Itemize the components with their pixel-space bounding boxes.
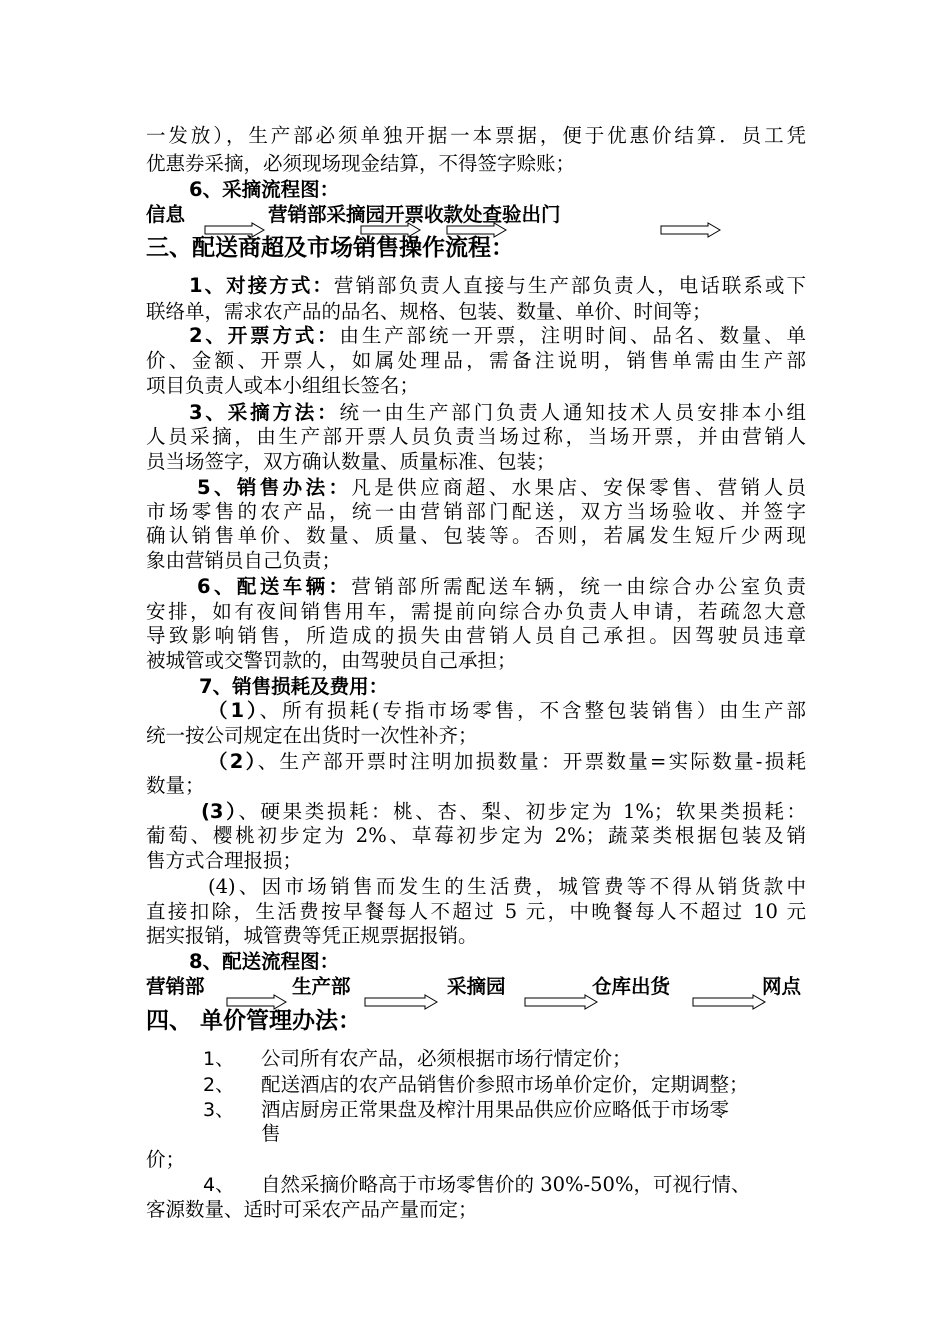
item-label: （1）: [208, 699, 260, 722]
section-6-title: 6、采摘流程图：: [189, 178, 340, 201]
flow1-steps: 营销部采摘园开票收款处查验出门: [268, 203, 561, 226]
list-text: 价；: [146, 1148, 186, 1171]
para-text: 、所有损耗(专指市场零售，不含整包装销售）由生产部: [259, 699, 807, 722]
section-8-title: 8、配送流程图：: [189, 950, 340, 973]
flow2-node: 仓库出货: [592, 975, 671, 998]
list-text: 酒店厨房正常果盘及榨汁用果品供应价应略低于市场零: [261, 1098, 730, 1121]
para-line: 直接扣除，生活费按早餐每人不超过 5 元，中晚餐每人不超过 10 元: [146, 900, 806, 923]
item-label: (3）: [201, 800, 239, 823]
para-text: 统一由生产部门负责人通知技术人员安排本小组: [339, 401, 806, 424]
list-number: 4、: [203, 1174, 235, 1196]
arrow-right-icon: [364, 994, 439, 1010]
para-line: [208, 750, 806, 774]
para-line: [197, 476, 806, 500]
para-text: 由生产部统一开票，注明时间、品名、数量、单: [339, 324, 806, 347]
section-heading-4: 四、 单价管理办法：: [146, 1008, 362, 1034]
list-text: 客源数量、适时可采农产品产量而定；: [146, 1198, 478, 1221]
para-line: 确认销售单价、数量、质量、包装等。否则，若属发生短斤少两现: [146, 524, 806, 547]
para-text: 、硬果类损耗：桃、杏、梨、初步定为 1%；软果类损耗：: [238, 800, 806, 823]
para-label: 6、配送车辆：: [197, 575, 352, 598]
para-line: 象由营销员自己负责；: [146, 549, 342, 572]
para-label: 3、采摘方法：: [189, 401, 340, 424]
para-line: 项目负责人或本小组组长签名；: [146, 374, 420, 397]
para-line: 价、金额、开票人，如属处理品，需备注说明，销售单需由生产部: [146, 349, 806, 372]
para-line: 据实报销，城管费等凭正规票据报销。: [146, 924, 478, 947]
section-heading-3: 三、配送商超及市场销售操作流程：: [146, 235, 514, 261]
para-text: 凡是供应商超、水果店、安保零售、营销人员: [351, 476, 806, 499]
list-number: 2、: [203, 1074, 235, 1096]
para-line: [197, 575, 806, 599]
para-line: 售方式合理报损；: [146, 849, 303, 872]
section-7-title: 7、销售损耗及费用：: [199, 675, 389, 698]
para-line: 统一按公司规定在出货时一次性补齐；: [146, 724, 478, 747]
para-text: 营销部所需配送车辆，统一由综合办公室负责: [351, 575, 806, 598]
para-line: 市场零售的农产品，统一由营销部门配送，双方当场验收、并签字: [146, 500, 806, 523]
para-line: (4)、因市场销售而发生的生活费，城管费等不得从销货款中: [208, 875, 806, 898]
para-line: [189, 274, 806, 298]
para-line: [201, 800, 806, 824]
para-line: 人员采摘，由生产部开票人员负责当场过称，当场开票，并由营销人: [146, 425, 806, 448]
para-line: 联络单，需求农产品的品名、规格、包装、数量、单价、时间等；: [146, 300, 712, 323]
flow2-node: 采摘园: [447, 975, 506, 998]
para-label: 1、对接方式：: [189, 274, 334, 297]
para-text: 营销部负责人直接与生产部负责人，电话联系或下: [333, 274, 806, 297]
list-number: 3、: [203, 1099, 235, 1121]
para-line: [189, 324, 806, 348]
list-number: 1、: [203, 1048, 235, 1070]
para-line: [208, 699, 806, 723]
para-line: 被城管或交警罚款的，由驾驶员自己承担；: [146, 649, 517, 672]
para-line: 数量；: [146, 774, 205, 797]
para-label: 2、开票方式：: [189, 324, 340, 347]
para-line: 葡萄、樱桃初步定为 2%、草莓初步定为 2%；蔬菜类根据包装及销: [146, 824, 806, 847]
list-text: 自然采摘价略高于市场零售价的 30%-50%，可视行情、: [261, 1173, 751, 1196]
flow2-node: 网点: [762, 975, 802, 998]
flow1-start: 信息: [146, 203, 186, 226]
para-label: 5、销售办法：: [197, 476, 352, 499]
arrow-right-icon: [524, 994, 599, 1010]
text-line: 一发放），生产部必须单独开据一本票据，便于优惠价结算．员工凭: [146, 124, 806, 147]
arrow-right-icon: [692, 994, 767, 1010]
item-label: （2）: [208, 750, 258, 773]
list-text: 配送酒店的农产品销售价参照市场单价定价，定期调整；: [261, 1073, 749, 1096]
para-line: 安排，如有夜间销售用车，需提前向综合办负责人申请，若疏忽大意: [146, 600, 806, 623]
flow2-node: 营销部: [146, 975, 205, 998]
flow2-node: 生产部: [292, 975, 351, 998]
list-text: 售: [261, 1122, 281, 1145]
para-text: 、生产部开票时注明加损数量：开票数量=实际数量-损耗: [257, 750, 806, 773]
arrow-right-icon: [660, 222, 722, 238]
text-line: 优惠券采摘，必须现场现金结算，不得签字赊账；: [146, 152, 576, 175]
para-line: 导致影响销售，所造成的损失由营销人员自己承担。因驾驶员违章: [146, 624, 806, 647]
para-line: 员当场签字，双方确认数量、质量标准、包装；: [146, 450, 556, 473]
para-line: [189, 401, 806, 425]
list-text: 公司所有农产品，必须根据市场行情定价；: [261, 1047, 632, 1070]
